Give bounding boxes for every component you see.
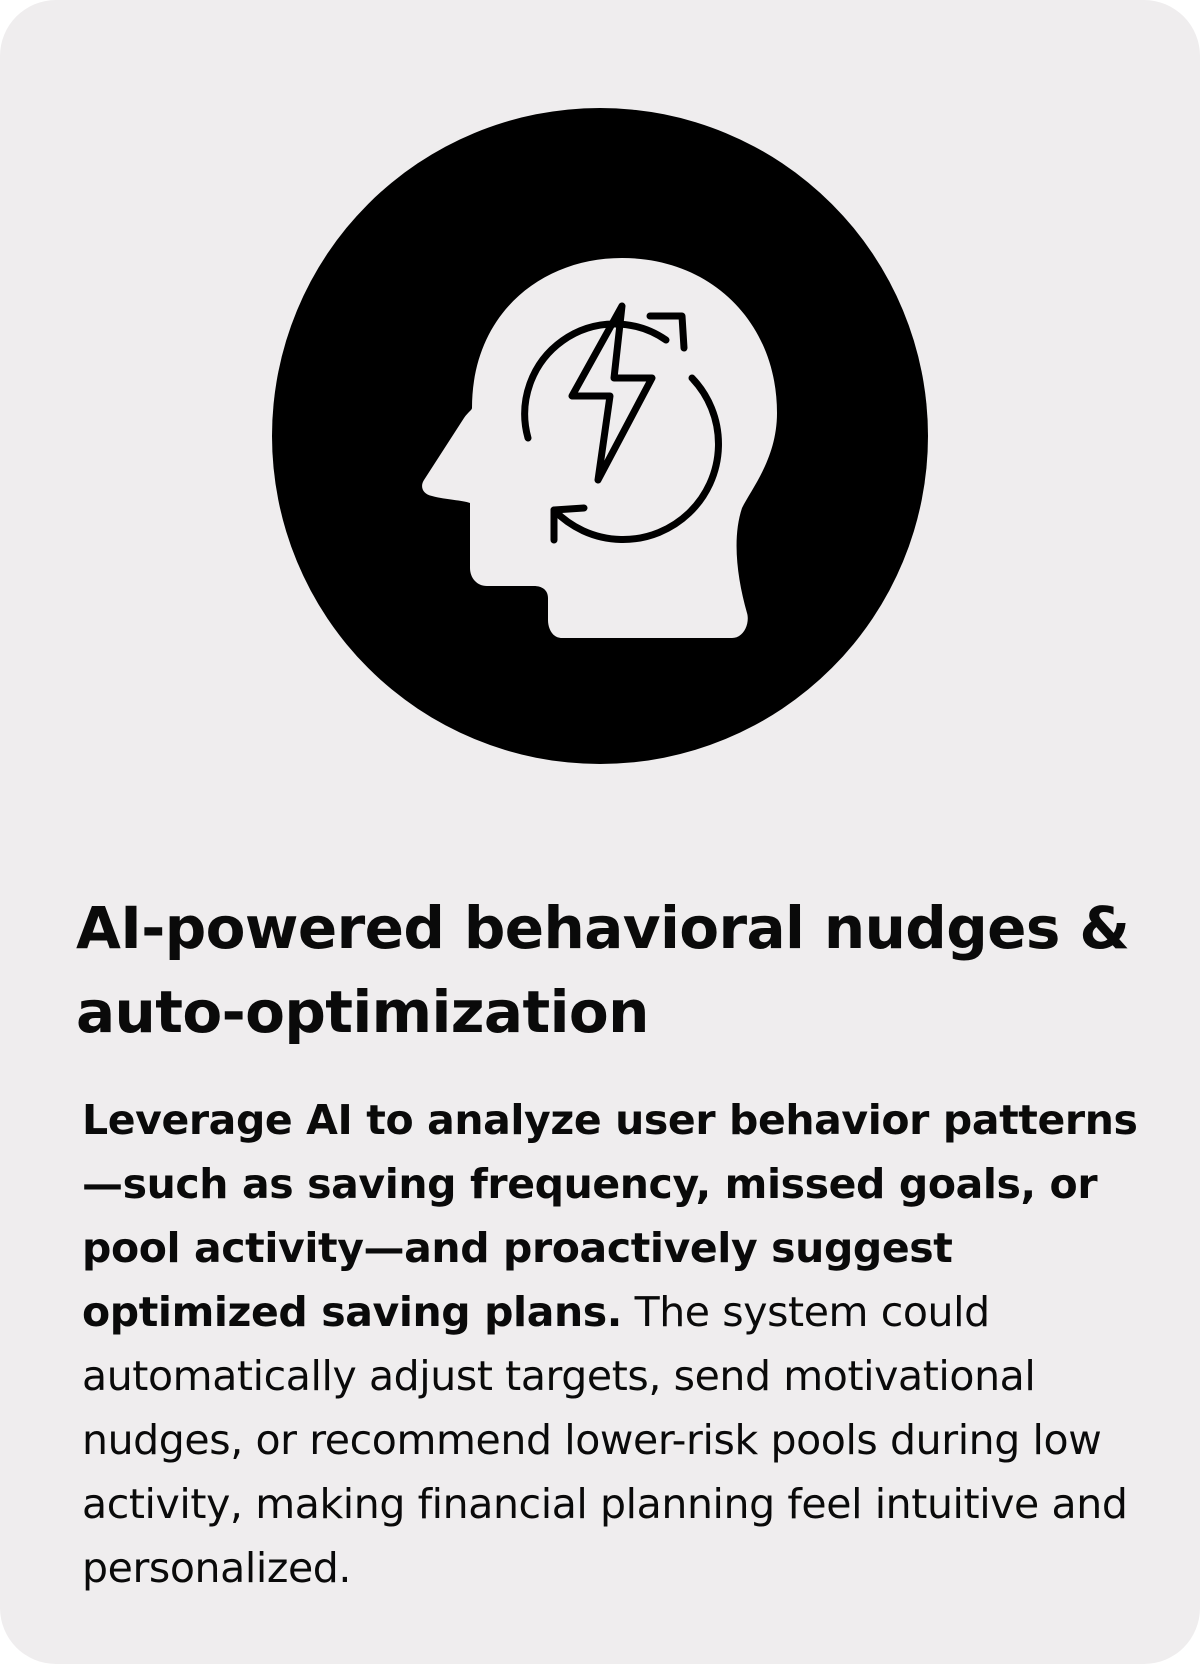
card-description-regular: The system could automatically adjust targets, send motivational nudges, or recommend lower-risk pools during low activity, making financial planning feel intuitive and personalized.	[82, 1288, 1128, 1592]
card-title	[76, 886, 1136, 1054]
card-title-line2: auto-optimization	[76, 978, 649, 1046]
card-description-bold: Leverage AI to analyze user behavior patterns —such as saving frequency, missed goals, or pool activity—and proactively suggest optimized saving plans.	[82, 1096, 1138, 1336]
card-title-line1: AI-powered behavioral nudges &	[76, 894, 1130, 962]
head-lightning-icon	[272, 108, 928, 764]
card-description	[82, 1088, 1142, 1600]
